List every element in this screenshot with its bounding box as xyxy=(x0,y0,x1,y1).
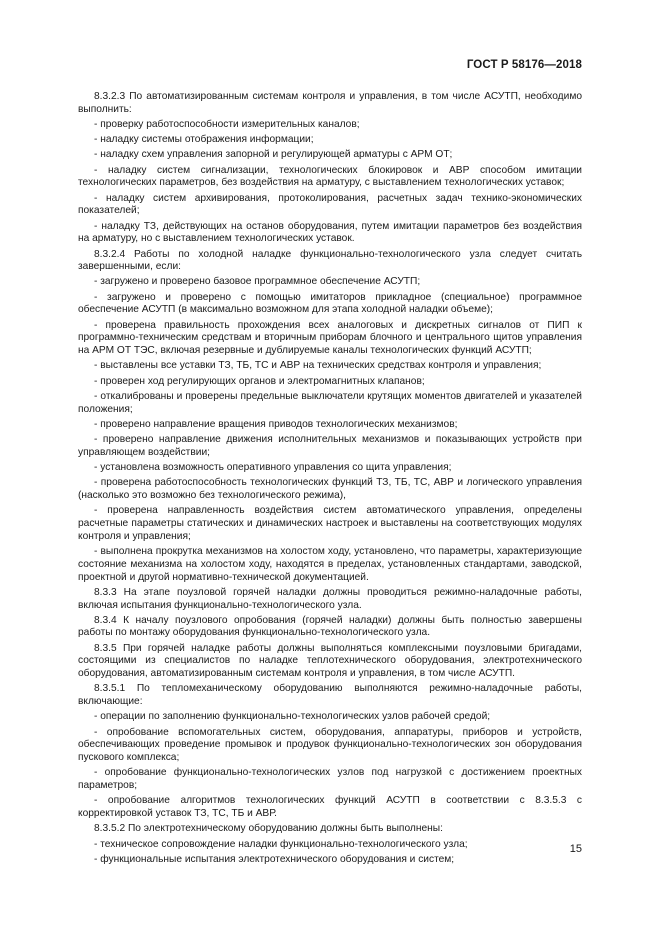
list-item: - выставлены все уставки ТЗ, ТБ, ТС и АВР на технических средствах контроля и управления; xyxy=(94,360,542,372)
standard-code-header: ГОСТ Р 58176—2018 xyxy=(466,59,582,71)
body-text xyxy=(78,91,582,869)
list-item: - опробование вспомогательных систем, оборудования, аппаратуры, приборов и устройств, обеспечивающих проведение промывок и продувок функционально-технологических зон оборудования пускового комплекса; xyxy=(78,726,582,764)
list-item: - проверен ход регулирующих органов и электромагнитных клапанов; xyxy=(94,375,425,387)
list-item: - наладку систем архивирования, протоколирования, расчетных задач технико-экономических показателей; xyxy=(78,192,582,217)
page-number: 15 xyxy=(569,843,582,855)
list-item: - наладку ТЗ, действующих на останов оборудования, путем имитации параметров без воздействия на арматуру, но с выставлением технологических уставок. xyxy=(78,220,582,245)
list-item: - опробование алгоритмов технологических функций АСУТП в соответствии с 8.3.5.3 с корректировкой уставок ТЗ, ТС, ТБ и АВР. xyxy=(78,795,582,820)
paragraph: 8.3.2.4 Работы по холодной наладке функционально-технологического узла следует считать завершенными, если: xyxy=(78,248,582,273)
list-item: - наладку схем управления запорной и регулирующей арматуры с АРМ ОТ; xyxy=(94,149,453,161)
list-item: - техническое сопровождение наладки функционально-технологического узла; xyxy=(94,838,468,850)
list-item: - проверена работоспособность технологических функций ТЗ, ТБ, ТС, АВР и логического управления (насколько это возможно без технологического режима), xyxy=(78,477,582,501)
paragraph: 8.3.3 На этапе поузловой горячей наладки должны проводиться режимно-наладочные работы, включая испытания функционально-технологического узла. xyxy=(78,586,582,611)
paragraph: 8.3.5.2 По электротехническому оборудованию должны быть выполнены: xyxy=(94,823,443,835)
paragraph: 8.3.4 К началу поузлового опробования (горячей наладки) должны быть полностью завершены работы по монтажу оборудования функционально-технологического узла. xyxy=(78,614,582,639)
list-item: - операции по заполнению функционально-технологических узлов рабочей средой; xyxy=(94,711,491,723)
list-item: - проверена направленность воздействия систем автоматического управления, определены расчетные параметры статических и динамических настроек и выставлены на соответствующих модулях контроля и управления; xyxy=(78,505,582,542)
paragraph: 8.3.2.3 По автоматизированным системам контроля и управления, в том числе АСУТП, необходимо выполнить: xyxy=(78,91,582,115)
list-item: - наладку систем сигнализации, технологических блокировок и АВР способом имитации технологических параметров, без воздействия на арматуру, с выставлением технологических уставок; xyxy=(78,164,582,189)
list-item: - откалиброваны и проверены предельные выключатели крутящих моментов двигателей и указателей положения; xyxy=(78,390,582,415)
list-item: - проверена правильность прохождения всех аналоговых и дискретных сигналов от ПИП к программно-техническим средствам и вторичным приборам блочного и центрального щитов управления на АРМ ОТ ТЭС, включая резервные и дублируемые каналы технологических функций АСУТП; xyxy=(78,319,582,357)
list-item: - загружено и проверено базовое программное обеспечение АСУТП; xyxy=(94,276,421,288)
list-item: - выполнена прокрутка механизмов на холостом ходу, установлено, что параметры, характеризующие состояние механизма на холостом ходу, находятся в пределах, установленных стандартами, заводской, проектной и другой нормативно-технической документацией. xyxy=(78,545,582,583)
list-item: - установлена возможность оперативного управления со щита управления; xyxy=(94,461,452,473)
list-item: - проверено направление движения исполнительных механизмов и показывающих устройств при управляющем воздействии; xyxy=(78,433,582,458)
list-item: - загружено и проверено с помощью имитаторов прикладное (специальное) программное обеспечение АСУТП (в максимально возможном для этапа холодной наладки объеме); xyxy=(78,291,582,316)
list-item: - наладку системы отображения информации; xyxy=(94,134,314,146)
paragraph: 8.3.5 При горячей наладке работы должны выполняться комплексными поузловыми бригадами, состоящими из специалистов по наладке теплотехнического оборудования, электротехнического оборудования, автоматизированным системам контроля и управления, в том числе АСУТП. xyxy=(78,642,582,680)
list-item: - проверку работоспособности измерительных каналов; xyxy=(94,118,360,130)
list-item: - функциональные испытания электротехнического оборудования и систем; xyxy=(94,853,455,865)
paragraph: 8.3.5.1 По тепломеханическому оборудованию выполняются режимно-наладочные работы, включающие: xyxy=(78,683,582,708)
list-item: - проверено направление вращения приводов технологических механизмов; xyxy=(94,418,458,430)
list-item: - опробование функционально-технологических узлов под нагрузкой с достижением проектных параметров; xyxy=(78,767,582,792)
